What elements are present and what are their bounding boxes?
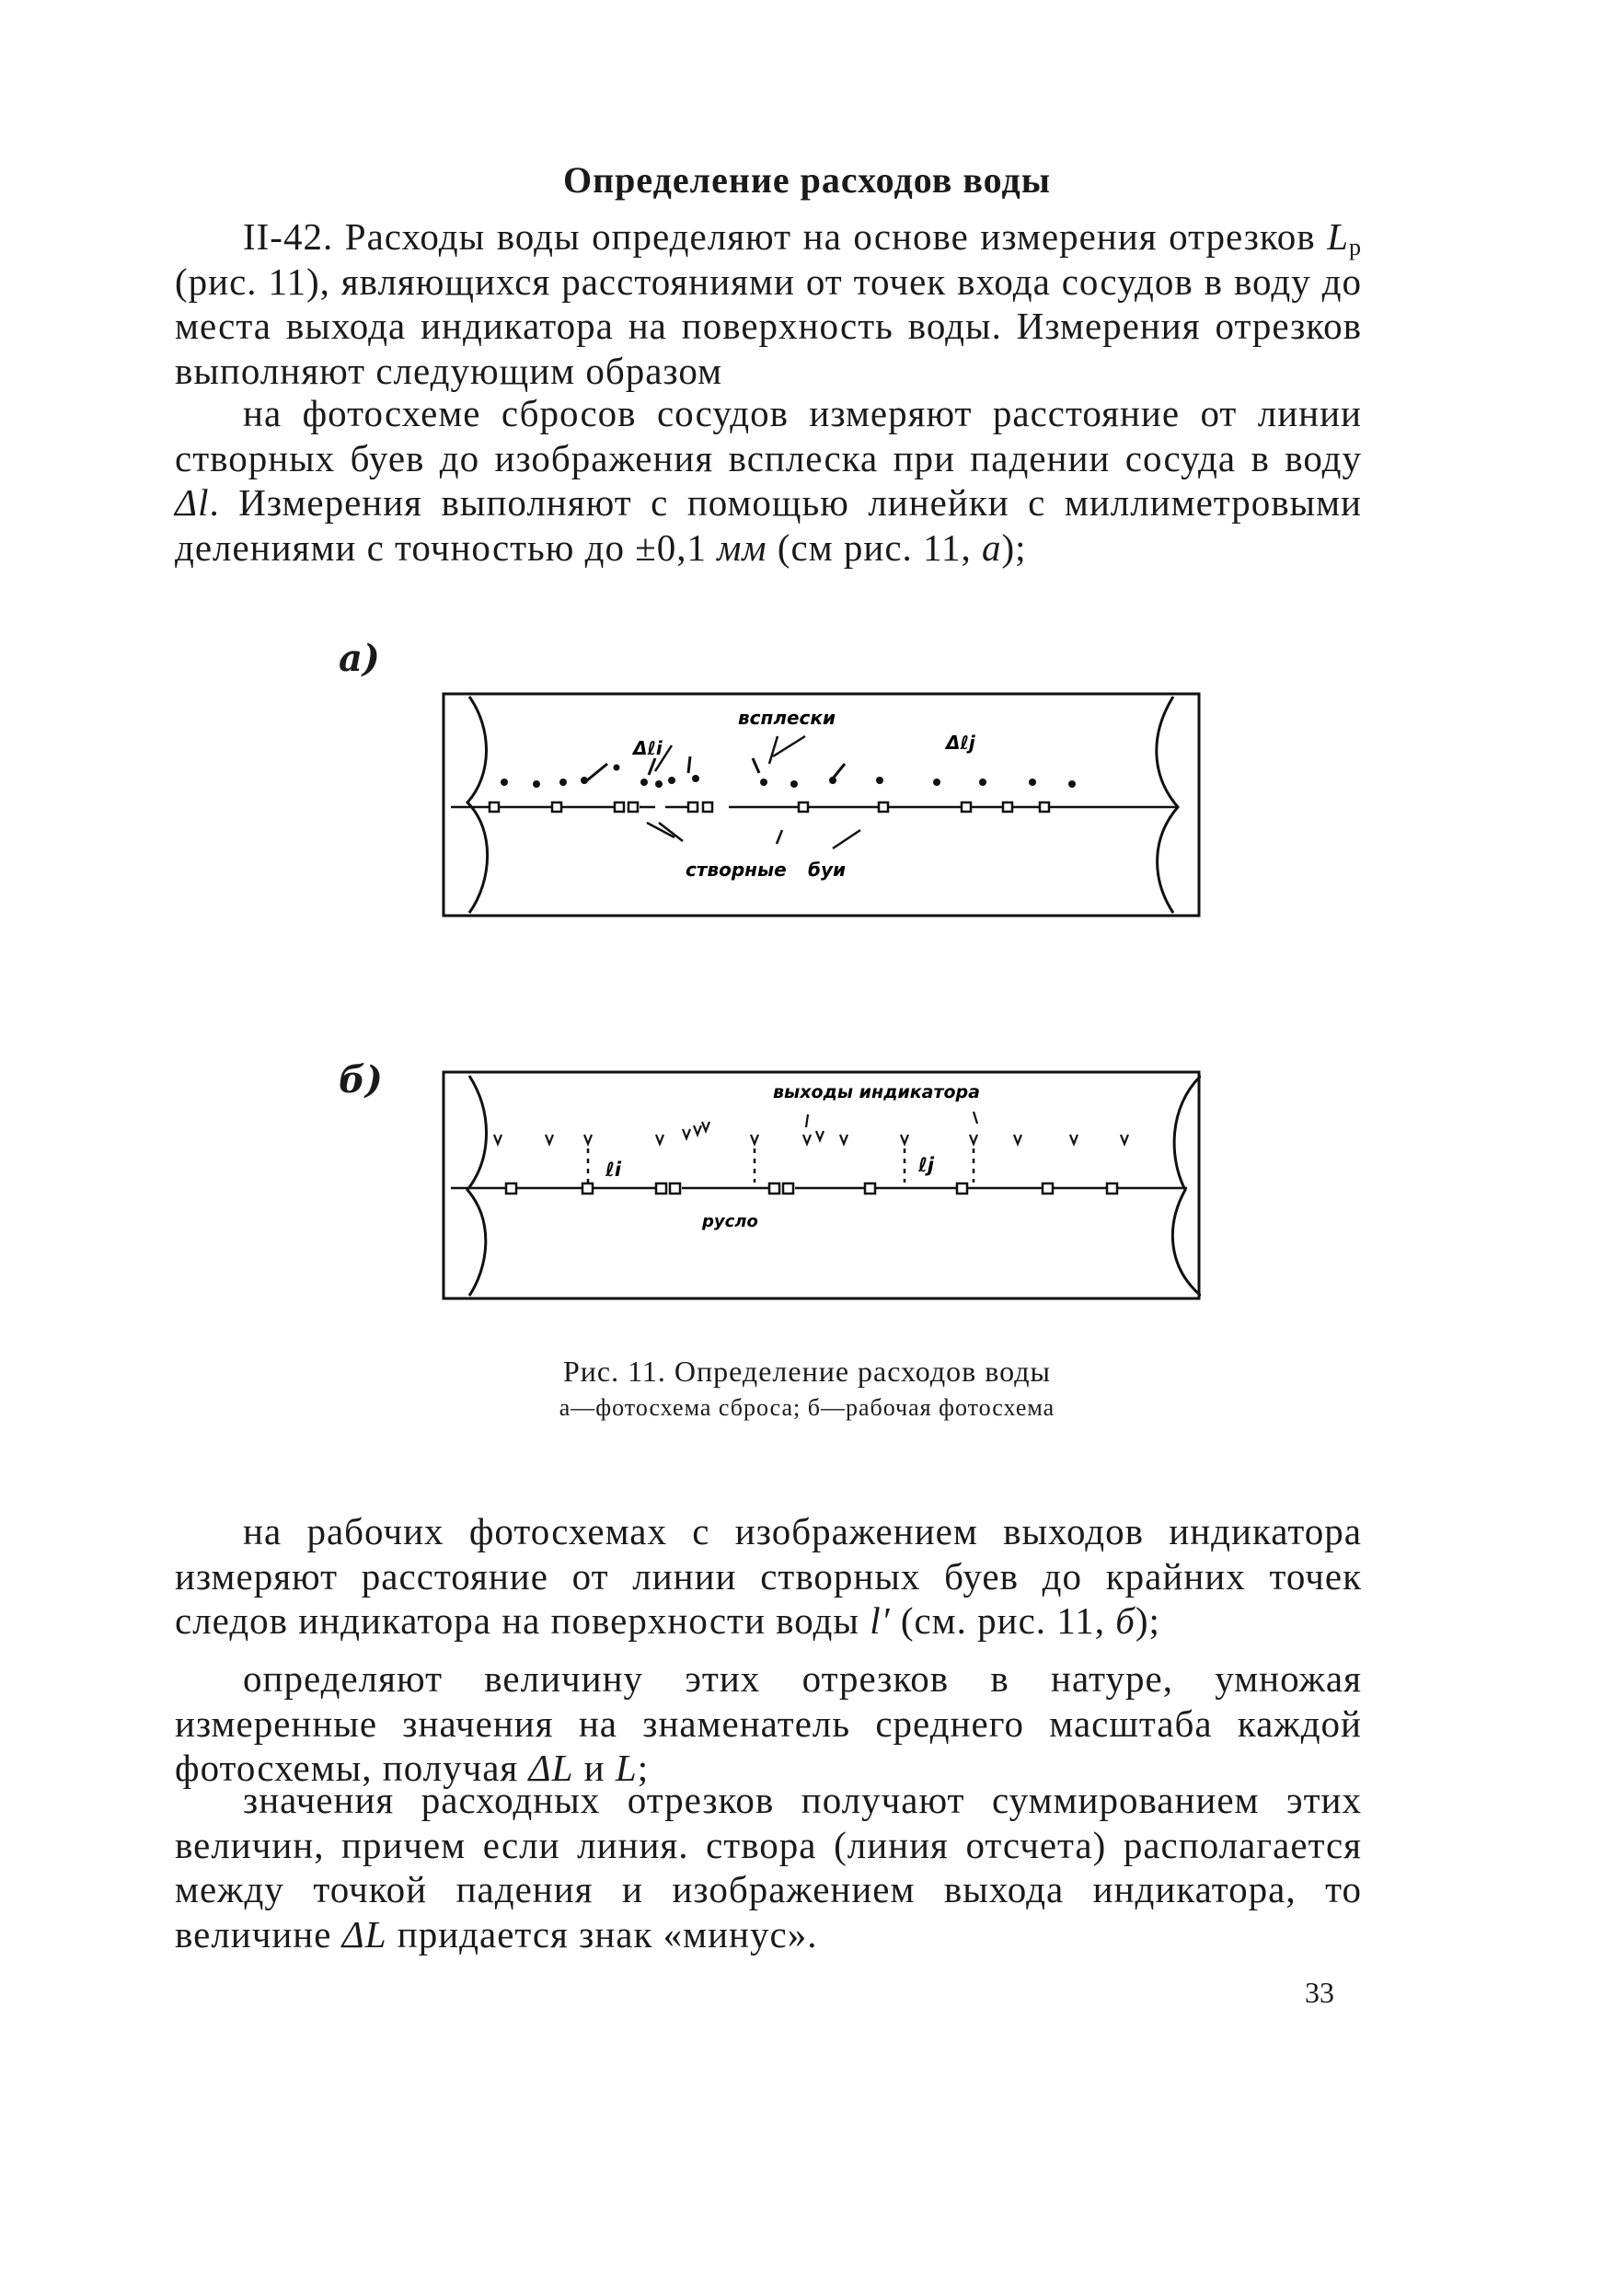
buoys-label-2: буи <box>808 859 847 881</box>
splash-dots <box>501 765 1076 789</box>
page-number: 33 <box>1305 1976 1334 2009</box>
paragraph-1: II-42. Расходы воды определяют на основе измерения отрезков $L_р$ (рис. 11), являющихся расстояниями от точек входа сосудов в воду до места выхода индикатора на поверхность воды. Измерения отрезков выполняют следующим образом <box>175 215 1362 392</box>
dl-right-label: Δℓj <box>946 732 975 754</box>
outlets-label: выходы индикатора <box>773 1082 980 1102</box>
l-right-label: ℓj <box>918 1154 935 1176</box>
figure-a-label: а) <box>339 637 380 680</box>
paragraph-4: определяют величину этих отрезков в натуре, умножая измеренные значения на знаменатель среднего масштаба каждой фотосхемы, получая ΔL и L; <box>175 1657 1362 1789</box>
buoys-label-1: створные <box>686 859 787 881</box>
figure-b-diagram <box>442 1070 1201 1300</box>
l-left-label: ℓi <box>605 1159 622 1181</box>
paragraph-2: на фотосхеме сбросов сосудов измеряют расстояние от линии створных буев до изображения всплеска при падении сосуда в воду Δl. Измерения выполняют с помощью линейки с миллиметровыми делениями с точностью до ±0,1 мм (см рис. 11, а); <box>175 392 1362 569</box>
figure-caption-title: Рис. 11. Определение расходов воды <box>562 1355 1052 1388</box>
paragraph-5: значения расходных отрезков получают суммированием этих величин, причем если линия. створа (линия отсчета) располагается между точкой падения и изображением выхода индикатора, то величине ΔL придается знак «минус». <box>175 1779 1362 1956</box>
figure-a-diagram <box>442 692 1201 917</box>
figure-caption-subtitle: а—фотосхема сброса; б—рабочая фотосхема <box>559 1394 1055 1421</box>
splashes-label: всплески <box>738 707 836 729</box>
dl-left-label: Δℓi <box>633 737 663 759</box>
page-title: Определение расходов воды <box>563 159 1051 201</box>
figure-b-label: б) <box>339 1058 383 1102</box>
channel-label: русло <box>702 1212 758 1231</box>
paragraph-3: на рабочих фотосхемах с изображением выходов индикатора измеряют расстояние от линии створных буев до крайних точек следов индикатора на поверхности воды l′ (см. рис. 11, б); <box>175 1510 1362 1642</box>
